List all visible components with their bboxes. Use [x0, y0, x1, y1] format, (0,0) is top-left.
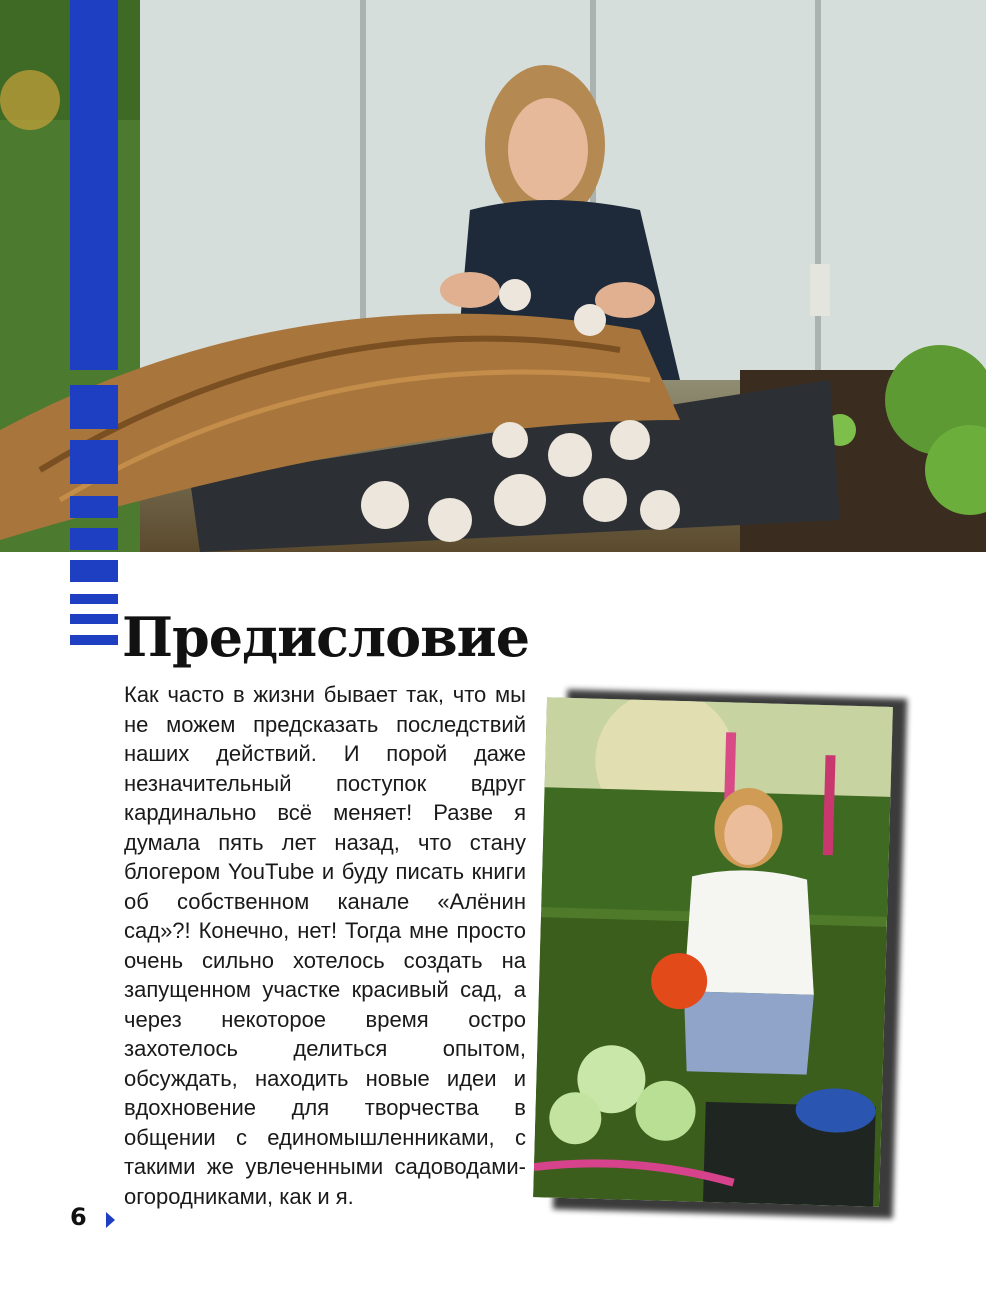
- author-photo-illustration: [533, 697, 893, 1206]
- accent-stripe: [70, 614, 118, 624]
- hero-photo-illustration: [0, 0, 986, 552]
- body-text: [124, 680, 526, 1211]
- author-photo-frame: [536, 680, 916, 1225]
- accent-stripe: [70, 594, 118, 604]
- author-photo: [533, 697, 893, 1206]
- triangle-right-icon: [106, 1212, 115, 1228]
- intro-paragraph: Как часто в жизни бывает так, что мы не можем предсказать последствий наших действий. И порой даже незначительный поступок вдруг кардинально всё меняет! Разве я думала пять лет назад, что стану блогером YouTube и буду писать книги об собственном канале «Алёнин сад»?! Конечно, нет! Тогда мне просто очень сильно хотелось создать на запущенном участке красивый сад, а через некоторое время остро захотелось делиться опытом, обсуждать, находить новые идеи и вдохновение для творчества в общении с единомышленниками, с такими же увлеченными садоводами-огородниками, как и я.: [124, 682, 526, 1209]
- accent-bar-vertical: [70, 0, 118, 370]
- accent-block: [70, 528, 118, 550]
- accent-block: [70, 385, 118, 429]
- page-number: 6: [70, 1203, 87, 1231]
- accent-block: [70, 496, 118, 518]
- hero-photo-garlic-harvest: [0, 0, 986, 552]
- accent-block: [70, 560, 118, 582]
- accent-stripe: [70, 635, 118, 645]
- accent-block: [70, 440, 118, 484]
- page-title: Предисловие: [122, 605, 530, 669]
